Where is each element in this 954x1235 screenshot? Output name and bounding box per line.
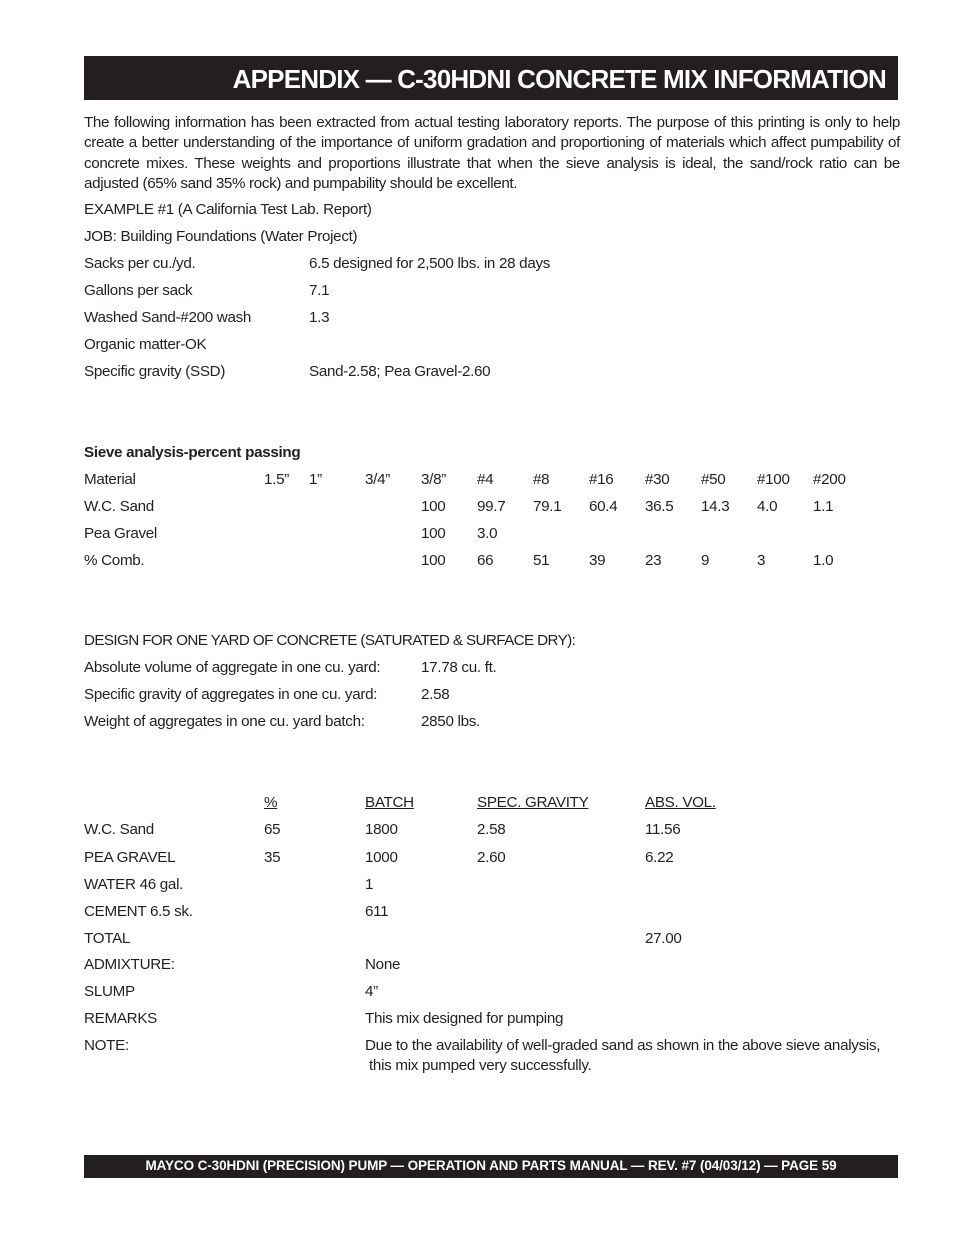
sieve-cell: 66: [477, 552, 494, 569]
prop-label: Gallons per sack: [84, 282, 193, 299]
prop-value: 6.5 designed for 2,500 lbs. in 28 days: [309, 255, 551, 272]
mix-row-label: CEMENT 6.5 sk.: [84, 903, 193, 920]
mix-col-header: BATCH: [365, 794, 414, 811]
design-value: 17.78 cu. ft.: [421, 659, 497, 676]
footer-bar: [84, 1155, 898, 1178]
title-bar: [84, 56, 898, 100]
sieve-cell: 60.4: [589, 498, 618, 515]
mix-cell: 11.56: [645, 821, 681, 838]
sieve-cell: 1.0: [813, 552, 834, 569]
sieve-cell: 1.1: [813, 498, 834, 515]
mix-cell: 1: [365, 876, 374, 893]
mix-cell: 2.60: [477, 849, 506, 866]
page-title: APPENDIX — C-30HDNI CONCRETE MIX INFORMATION: [232, 64, 886, 94]
mix-col-header: ABS. VOL.: [645, 794, 716, 811]
sieve-cell: #50: [701, 471, 726, 488]
intro-paragraph: The following information has been extracted from actual testing laboratory reports. The purpose of this printing is only to help create a better understanding of the importance of uniform gradation and proportioning of materials which affect pumpability of concrete mixes. These weights and proportions illustrate that when the sieve analysis is ideal, the sand/rock ratio can be adjusted (65% sand 35% rock) and pumpability should be excellent.: [84, 114, 900, 192]
sieve-cell: 100: [421, 552, 446, 569]
sieve-row-label: Material: [84, 471, 136, 488]
prop-label: Specific gravity (SSD): [84, 363, 226, 380]
design-heading: DESIGN FOR ONE YARD OF CONCRETE (SATURATED & SURFACE DRY):: [84, 632, 576, 649]
sieve-cell: #8: [533, 471, 550, 488]
note-line-2: this mix pumped very successfully.: [369, 1057, 592, 1074]
sieve-cell: 51: [533, 552, 550, 569]
prop-label: Washed Sand-#200 wash: [84, 309, 252, 326]
design-label: Specific gravity of aggregates in one cu. yard:: [84, 686, 378, 703]
mix-cell: None: [365, 956, 401, 973]
sieve-cell: 100: [421, 525, 446, 542]
design-value: 2.58: [421, 686, 450, 703]
sieve-cell: 3/8”: [421, 471, 446, 488]
mix-cell: 6.22: [645, 849, 674, 866]
sieve-cell: 14.3: [701, 498, 730, 515]
mix-cell: 4”: [365, 983, 378, 1000]
sieve-cell: 1.5”: [264, 471, 289, 488]
sieve-cell: 3.0: [477, 525, 498, 542]
mix-row-label: WATER 46 gal.: [84, 876, 184, 893]
sieve-cell: 100: [421, 498, 446, 515]
prop-label: Organic matter-OK: [84, 336, 207, 353]
footer-text: MAYCO C-30HDNI (PRECISION) PUMP — OPERATION AND PARTS MANUAL — REV. #7 (04/03/12) — PAGE 59: [145, 1158, 837, 1173]
mix-cell: 1800: [365, 821, 398, 838]
sieve-row-label: Pea Gravel: [84, 525, 157, 542]
mix-col-header: %: [264, 794, 278, 811]
sieve-cell: #4: [477, 471, 494, 488]
sieve-cell: 3/4”: [365, 471, 390, 488]
sieve-cell: 39: [589, 552, 606, 569]
prop-value: Sand-2.58; Pea Gravel-2.60: [309, 363, 491, 380]
mix-row-label: W.C. Sand: [84, 821, 154, 838]
sieve-cell: #200: [813, 471, 846, 488]
mix-row-label: PEA GRAVEL: [84, 849, 176, 866]
sieve-cell: 9: [701, 552, 710, 569]
sieve-cell: #100: [757, 471, 790, 488]
mix-cell: 1000: [365, 849, 398, 866]
note-label: NOTE:: [84, 1037, 129, 1054]
mix-cell: 27.00: [645, 930, 682, 947]
sieve-cell: 23: [645, 552, 662, 569]
sieve-heading: Sieve analysis-percent passing: [84, 444, 301, 461]
mix-cell: 35: [264, 849, 281, 866]
mix-row-label: ADMIXTURE:: [84, 956, 175, 973]
sieve-cell: 99.7: [477, 498, 506, 515]
mix-cell: 611: [365, 903, 389, 920]
sieve-cell: 3: [757, 552, 766, 569]
mix-cell: 2.58: [477, 821, 506, 838]
example-title: EXAMPLE #1 (A California Test Lab. Report): [84, 201, 372, 218]
sieve-cell: 1”: [309, 471, 322, 488]
mix-col-header: SPEC. GRAVITY: [477, 794, 589, 811]
mix-cell: 65: [264, 821, 281, 838]
prop-value: 1.3: [309, 309, 330, 326]
note-line-1: Due to the availability of well-graded sand as shown in the above sieve analysis,: [365, 1037, 881, 1054]
design-label: Absolute volume of aggregate in one cu. yard:: [84, 659, 381, 676]
mix-row-label: REMARKS: [84, 1010, 158, 1027]
sieve-cell: 79.1: [533, 498, 562, 515]
design-value: 2850 lbs.: [421, 713, 480, 730]
prop-label: Sacks per cu./yd.: [84, 255, 196, 272]
prop-value: 7.1: [309, 282, 330, 299]
sieve-row-label: W.C. Sand: [84, 498, 154, 515]
job-line: JOB: Building Foundations (Water Project): [84, 228, 358, 245]
sieve-cell: #16: [589, 471, 614, 488]
mix-row-label: SLUMP: [84, 983, 135, 1000]
sieve-cell: 36.5: [645, 498, 674, 515]
mix-row-label: TOTAL: [84, 930, 131, 947]
design-label: Weight of aggregates in one cu. yard batch:: [84, 713, 365, 730]
mix-cell: This mix designed for pumping: [365, 1010, 564, 1027]
sieve-row-label: % Comb.: [84, 552, 145, 569]
sieve-cell: 4.0: [757, 498, 778, 515]
sieve-cell: #30: [645, 471, 670, 488]
